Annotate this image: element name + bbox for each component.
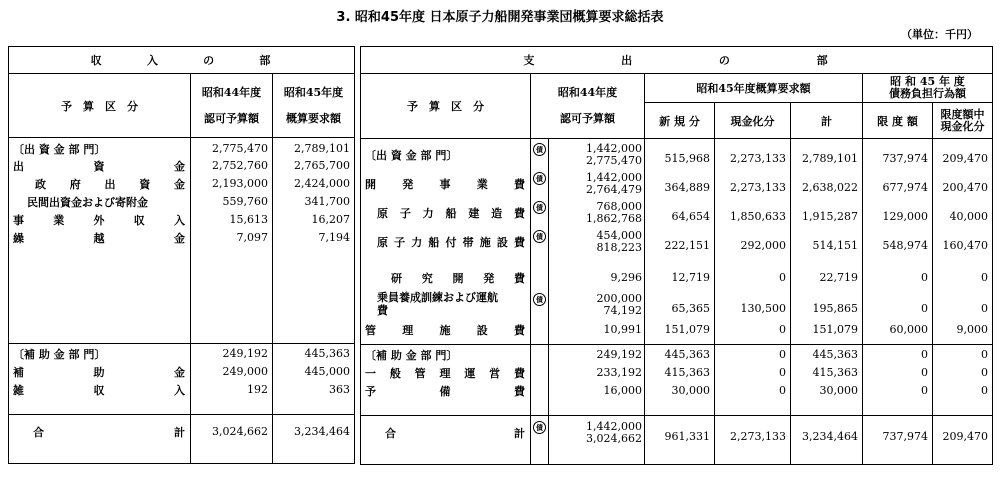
- label-text: 費: [514, 272, 525, 285]
- label-text: 業: [53, 214, 65, 227]
- value-new: 151,079: [664, 323, 710, 336]
- section-char: 部: [816, 54, 830, 67]
- label-text: 政: [35, 178, 46, 191]
- row-label: [13, 140, 105, 158]
- expense-section-title: [361, 47, 993, 74]
- label-text: 〔出 資 金 部 門〕: [13, 143, 106, 156]
- row-label: [377, 291, 525, 319]
- value-total: 1,915,287: [802, 210, 858, 223]
- label-text: 営: [489, 367, 501, 380]
- label-text: 〔補 助 金 部 門〕: [365, 349, 458, 362]
- row-label: [13, 345, 105, 363]
- row-label: [35, 175, 185, 193]
- label-text: 帯: [462, 236, 474, 249]
- label-text: 原: [377, 236, 388, 249]
- row-label: [365, 382, 525, 400]
- value-s44: 249,192: [222, 347, 268, 360]
- value-s44-cell: [597, 346, 643, 364]
- value-limit: 0: [921, 348, 928, 361]
- value-limit: 737,974: [882, 430, 928, 443]
- section-divider: [548, 344, 645, 345]
- debt-mark-icon: 債: [533, 230, 546, 243]
- income-table: [8, 46, 355, 464]
- section-divider: [360, 415, 531, 416]
- value-s44-debt: 768,000: [596, 200, 642, 213]
- label-text: 費: [513, 207, 525, 220]
- value-limit-cash: 0: [981, 348, 988, 361]
- section-char: 支: [523, 54, 537, 67]
- value-cash: 0: [779, 348, 786, 361]
- s44-header-line: 昭和44年度: [201, 85, 262, 99]
- section-divider: [190, 414, 273, 415]
- section-divider: [8, 414, 191, 415]
- debt-header-line: 債務負担行為額: [889, 87, 966, 100]
- value-total: 514,151: [812, 239, 858, 252]
- label-text: 管: [414, 367, 426, 380]
- label-text: 業: [476, 178, 488, 191]
- value-s44-cell: [597, 228, 643, 256]
- debt-mark-icon: 債: [533, 201, 546, 214]
- value-new: 961,331: [664, 430, 710, 443]
- label-text: 建: [468, 207, 480, 220]
- value-s44: 249,192: [596, 348, 642, 361]
- value-total: 195,865: [812, 302, 858, 315]
- row-label: [13, 211, 185, 229]
- label-text: 施: [479, 236, 491, 249]
- section-divider: [644, 415, 715, 416]
- label-text: 費: [377, 304, 388, 317]
- limit-cash-header-line: 限度額中: [940, 107, 985, 121]
- value-s44: 3,024,662: [212, 425, 268, 438]
- label-text: 事: [13, 214, 24, 227]
- value-s44-cell: [604, 321, 643, 339]
- expense-labels: [361, 139, 531, 465]
- value-limit-cash: 160,470: [942, 239, 988, 252]
- row-label: [385, 419, 525, 447]
- value-s44: 249,000: [222, 365, 268, 378]
- section-divider: [932, 415, 993, 416]
- label-text: 金: [174, 178, 185, 191]
- section-divider: [530, 344, 549, 345]
- value-s44: 2,775,470: [212, 142, 268, 155]
- label-text: 開: [365, 178, 376, 191]
- value-s44: 1,862,768: [586, 212, 642, 225]
- value-s44: 2,193,000: [212, 177, 268, 190]
- label-text: 予: [365, 385, 376, 398]
- value-s44: 2,752,760: [212, 159, 268, 172]
- label-text: 乗員養成訓練および運航: [377, 291, 498, 304]
- income-section-title: [9, 47, 355, 74]
- label-text: 繰: [13, 232, 24, 245]
- label-text: 事: [439, 178, 451, 191]
- value-s44: 16,000: [603, 384, 642, 397]
- value-s45: 2,765,700: [294, 159, 351, 172]
- section-divider: [714, 344, 791, 345]
- expense-table: [360, 46, 993, 465]
- limit-cash-header-line: 現金化分: [940, 119, 985, 133]
- section-divider: [932, 344, 993, 345]
- value-total: 30,000: [819, 384, 858, 397]
- value-new: 364,889: [664, 181, 710, 194]
- value-total: 415,363: [812, 366, 858, 379]
- value-s45: 445,000: [304, 365, 351, 378]
- value-limit-cash: 0: [981, 366, 988, 379]
- label-text: 設: [476, 324, 488, 337]
- value-s44: 7,097: [236, 231, 268, 244]
- unit-label: （単位：千円）: [901, 28, 978, 41]
- label-text: 施: [439, 324, 451, 337]
- section-char: の: [718, 54, 732, 67]
- label-text: 研: [391, 272, 402, 285]
- value-s44-cell: [597, 364, 643, 382]
- label-text: 管: [365, 324, 376, 337]
- value-new: 30,000: [671, 384, 710, 397]
- value-total: 445,363: [812, 348, 858, 361]
- label-text: 収: [93, 384, 105, 397]
- debt-mark-icon: 債: [533, 172, 546, 185]
- label-text: 補: [13, 366, 24, 379]
- row-label: [377, 228, 525, 256]
- label-text: 費: [514, 236, 525, 249]
- value-limit: 129,000: [882, 210, 928, 223]
- value-new: 65,365: [671, 302, 710, 315]
- s44-header-line: 昭和44年度: [557, 86, 618, 99]
- value-s44-cell: [611, 269, 643, 287]
- value-s44-cell: [586, 170, 642, 198]
- label-text: 船: [445, 207, 457, 220]
- value-s44-debt: 1,442,000: [586, 420, 642, 433]
- value-s44: 559,760: [222, 195, 268, 208]
- value-limit-cash: 200,470: [942, 181, 988, 194]
- value-cash: 0: [779, 366, 786, 379]
- value-s44: 15,613: [229, 213, 268, 226]
- value-s44-debt: 1,442,000: [586, 142, 642, 155]
- value-s44-debt: 1,442,000: [586, 171, 642, 184]
- value-s45: 7,194: [318, 231, 351, 244]
- value-cash: 130,500: [740, 302, 786, 315]
- value-total: 22,719: [819, 271, 858, 284]
- limit-header: 限 度 額: [863, 103, 933, 139]
- row-label: [13, 157, 185, 175]
- value-s44-cell: [586, 199, 642, 227]
- row-label: [13, 381, 185, 399]
- label-text: 子: [394, 236, 406, 249]
- section-char: 収: [90, 54, 104, 67]
- value-s44: 2,764,479: [586, 183, 642, 196]
- value-s44: 74,192: [603, 304, 642, 317]
- value-s45: 2,789,101: [294, 142, 351, 155]
- section-divider: [790, 344, 863, 345]
- row-label: [377, 199, 525, 227]
- value-s44: 233,192: [596, 366, 642, 379]
- s44-header-line: 認可予算額: [560, 112, 615, 125]
- value-s44-cell: [597, 291, 643, 319]
- value-limit-cash: 40,000: [949, 210, 988, 223]
- value-cash: 2,273,133: [730, 181, 786, 194]
- new-header: 新 規 分: [645, 103, 715, 139]
- label-text: 設: [496, 236, 508, 249]
- label-text: 出: [104, 178, 116, 191]
- value-new: 222,151: [664, 239, 710, 252]
- debt-mark-icon: 債: [533, 293, 546, 306]
- value-s45: 3,234,464: [294, 425, 351, 438]
- expense-cash-values: [715, 139, 791, 465]
- section-divider: [190, 343, 273, 344]
- section-char: 出: [621, 54, 635, 67]
- section-divider: [714, 415, 791, 416]
- label-text: 運: [464, 367, 476, 380]
- value-s44: 3,024,662: [586, 432, 642, 445]
- label-text: 出: [13, 160, 24, 173]
- value-limit-cash: 209,470: [942, 430, 988, 443]
- section-divider: [548, 415, 645, 416]
- label-text: 備: [439, 385, 451, 398]
- value-s44: 10,991: [603, 323, 642, 336]
- label-text: 発: [483, 272, 495, 285]
- section-divider: [862, 415, 933, 416]
- value-new: 64,654: [671, 210, 710, 223]
- label-text: 越: [93, 232, 105, 245]
- section-char: の: [203, 54, 217, 67]
- label-text: 合: [33, 426, 44, 439]
- label-text: 入: [174, 214, 185, 227]
- label-text: 助: [93, 366, 105, 379]
- value-cash: 292,000: [740, 239, 786, 252]
- value-new: 12,719: [671, 271, 710, 284]
- debt-group-header: [863, 74, 993, 103]
- s45-header: [273, 74, 355, 138]
- value-s44: 818,223: [596, 241, 642, 254]
- cash-header: 現金化分: [715, 103, 791, 139]
- debt-mark-icon: 債: [533, 143, 546, 156]
- value-total: 2,638,022: [802, 181, 858, 194]
- value-s45: 2,424,000: [294, 177, 351, 190]
- value-limit-cash: 0: [981, 384, 988, 397]
- budget-class-header: 予 算 区 分: [361, 74, 531, 139]
- value-cash: 2,273,133: [730, 152, 786, 165]
- label-text: 付: [445, 236, 457, 249]
- value-limit: 0: [921, 384, 928, 397]
- expense-limit-cash-values: [933, 139, 993, 465]
- limit-cash-header: [933, 103, 993, 139]
- label-text: 計: [174, 426, 185, 439]
- label-text: 力: [422, 207, 434, 220]
- value-s44: 192: [247, 383, 268, 396]
- expense-s44-values: [549, 139, 645, 465]
- value-s44: 9,296: [610, 271, 642, 284]
- label-text: 入: [174, 384, 185, 397]
- label-text: 資: [93, 160, 105, 173]
- label-text: 船: [428, 236, 440, 249]
- label-text: 子: [399, 207, 411, 220]
- label-text: 府: [69, 178, 81, 191]
- s44-header: [191, 74, 273, 138]
- debt-mark-icon: 債: [533, 421, 546, 434]
- section-divider: [862, 344, 933, 345]
- row-label: [365, 346, 457, 364]
- label-text: 原: [377, 207, 388, 220]
- section-divider: [272, 414, 355, 415]
- value-limit-cash: 209,470: [942, 152, 988, 165]
- expense-total-values: [791, 139, 863, 465]
- row-label: [365, 141, 457, 169]
- value-s45: 363: [329, 383, 351, 396]
- value-s44-debt: 454,000: [596, 229, 642, 242]
- value-limit: 548,974: [882, 239, 928, 252]
- row-label: [365, 364, 525, 382]
- label-text: 金: [174, 232, 185, 245]
- value-limit-cash: 0: [981, 271, 988, 284]
- label-text: 金: [174, 366, 185, 379]
- section-char: 入: [146, 54, 160, 67]
- label-text: 雑: [13, 384, 24, 397]
- budget-class-header: 予 算 区 分: [9, 74, 191, 138]
- value-s44-cell: [586, 141, 642, 169]
- row-label: [33, 418, 185, 446]
- label-text: 〔補 助 金 部 門〕: [13, 348, 106, 361]
- section-divider: [530, 415, 549, 416]
- income-s44-values: [191, 138, 273, 464]
- expense-marks: [531, 139, 549, 465]
- label-text: 力: [411, 236, 423, 249]
- row-label: [27, 193, 148, 211]
- section-divider: [790, 415, 863, 416]
- value-limit-cash: 0: [981, 302, 988, 315]
- value-limit: 737,974: [882, 152, 928, 165]
- s44-header: [531, 74, 645, 139]
- value-cash: 0: [779, 271, 786, 284]
- label-text: 般: [389, 367, 401, 380]
- value-limit: 60,000: [889, 323, 928, 336]
- income-s45-values: [273, 138, 355, 464]
- income-labels: [9, 138, 191, 464]
- value-total: 3,234,464: [802, 430, 858, 443]
- value-s44-cell: [604, 382, 643, 400]
- value-s45: 16,207: [311, 213, 351, 226]
- row-label: [391, 269, 525, 287]
- label-text: 〔出 資 金 部 門〕: [365, 149, 458, 162]
- label-text: 外: [93, 214, 105, 227]
- value-s44: 2,775,470: [586, 154, 642, 167]
- label-text: 費: [513, 367, 525, 380]
- page-title: 3. 昭和45年度 日本原子力船開発事業団概算要求総括表: [336, 10, 664, 25]
- label-text: 理: [439, 367, 451, 380]
- value-total: 2,789,101: [802, 152, 858, 165]
- label-text: 収: [133, 214, 145, 227]
- label-text: 開: [452, 272, 464, 285]
- row-label: [13, 363, 185, 381]
- value-limit: 0: [921, 366, 928, 379]
- value-cash: 1,850,633: [730, 210, 786, 223]
- expense-new-values: [645, 139, 715, 465]
- label-text: 費: [514, 178, 525, 191]
- section-char: 部: [259, 54, 273, 67]
- section-divider: [272, 343, 355, 344]
- label-text: 発: [402, 178, 414, 191]
- value-s45: 445,363: [304, 347, 351, 360]
- section-divider: [360, 344, 531, 345]
- label-text: 費: [514, 385, 525, 398]
- s45-group-header: 昭和45年度概算要求額: [645, 74, 863, 103]
- expense-limit-values: [863, 139, 933, 465]
- value-new: 415,363: [664, 366, 710, 379]
- label-text: 金: [174, 160, 185, 173]
- section-divider: [8, 343, 191, 344]
- row-label: [13, 229, 185, 247]
- label-text: 資: [139, 178, 151, 191]
- label-text: 計: [514, 427, 525, 440]
- value-cash: 2,273,133: [730, 430, 786, 443]
- value-cash: 0: [779, 323, 786, 336]
- row-label: [365, 321, 525, 339]
- row-label: [365, 170, 525, 198]
- value-cash: 0: [779, 384, 786, 397]
- value-s44-cell: [586, 419, 642, 447]
- value-limit: 0: [921, 302, 928, 315]
- label-text: 究: [421, 272, 433, 285]
- section-divider: [644, 344, 715, 345]
- value-new: 445,363: [664, 348, 710, 361]
- s45-header-line: 昭和45年度: [283, 85, 344, 99]
- label-text: 民間出資金および寄附金: [27, 196, 148, 209]
- s45-header-line: 概算要求額: [286, 111, 342, 125]
- value-total: 151,079: [812, 323, 858, 336]
- value-limit-cash: 9,000: [956, 323, 988, 336]
- label-text: 造: [491, 207, 503, 220]
- value-limit: 677,974: [882, 181, 928, 194]
- value-s44-debt: 200,000: [596, 292, 642, 305]
- label-text: 一: [365, 367, 376, 380]
- label-text: 費: [514, 324, 525, 337]
- value-s45: 341,700: [304, 195, 351, 208]
- debt-header-line: 昭 和 45 年 度: [890, 75, 965, 88]
- total-header: 計: [791, 103, 863, 139]
- label-text: 理: [402, 324, 414, 337]
- label-text: 合: [385, 427, 396, 440]
- s44-header-line: 認可予算額: [204, 111, 259, 125]
- value-new: 515,968: [664, 152, 710, 165]
- value-limit: 0: [921, 271, 928, 284]
